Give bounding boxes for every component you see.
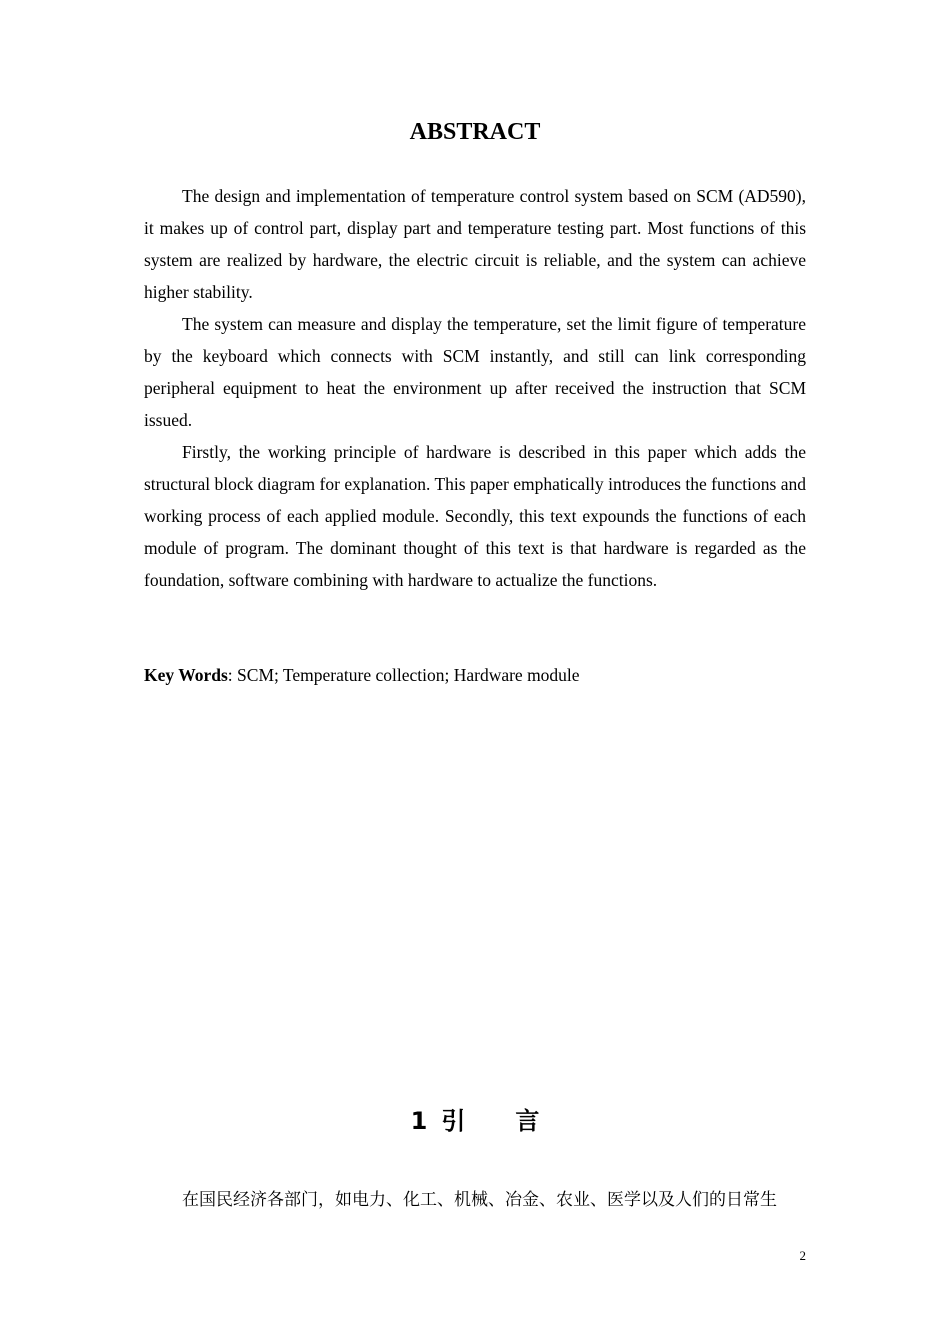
section-heading — [0, 1103, 950, 1139]
abstract-paragraph-2: The system can measure and display the temperature, set the limit figure of temperature by the keyboard which connects with SCM instantly, and still can link corresponding peripheral equipment to heat the environment up after received the instruction that SCM issued. — [144, 314, 806, 430]
keywords-value: SCM; Temperature collection; Hardware module — [237, 665, 580, 685]
section-title: 引言 — [441, 1107, 590, 1135]
keywords-label: Key Words — [144, 665, 228, 685]
introduction-paragraph: 在国民经济各部门，如电力、化工、机械、冶金、农业、医学以及人们的日常生 — [182, 1190, 777, 1210]
abstract-paragraph-3: Firstly, the working principle of hardware is described in this paper which adds the structural block diagram for explanation. This paper emphatically introduces the functions and working process of each applied module. Secondly, this text expounds the functions of each module of program. The dominant thought of this text is that hardware is regarded as the foundation, software combining with hardware to actualize the functions. — [144, 442, 806, 590]
abstract-title: ABSTRACT — [409, 119, 541, 145]
section-number: 1 — [410, 1107, 428, 1135]
page-number: 2 — [799, 1248, 806, 1263]
abstract-paragraph-1: The design and implementation of temperature control system based on SCM (AD590), it makes up of control part, display part and temperature testing part. Most functions of this system are realized by hardware, the electric circuit is reliable, and the system can achieve higher stability. — [144, 186, 806, 302]
keywords-line — [144, 659, 806, 691]
keywords-separator: : — [227, 665, 238, 685]
abstract-body — [144, 180, 806, 596]
